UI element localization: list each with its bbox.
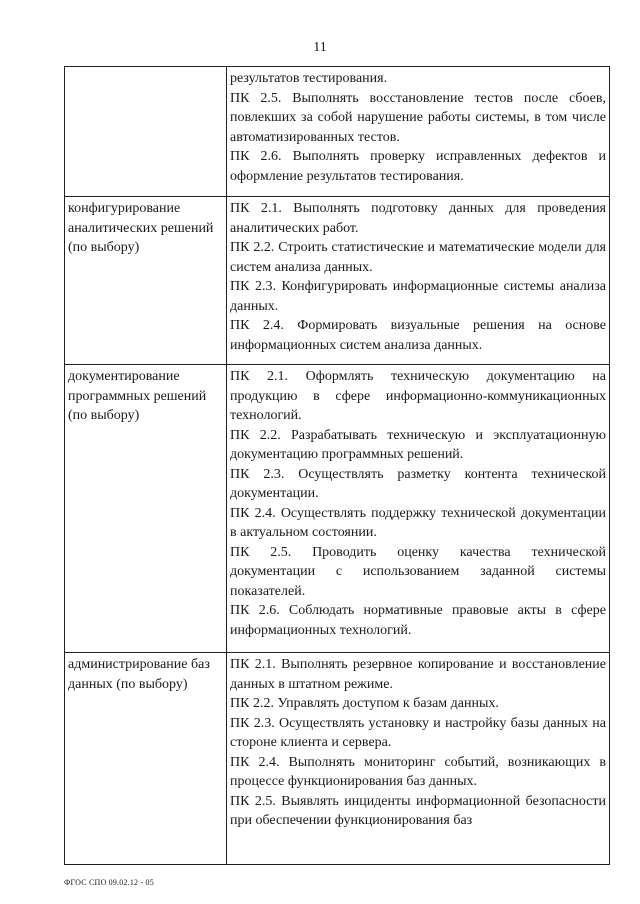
competence-item: ПК 2.4. Осуществлять поддержку технической документации в актуальном состоянии. xyxy=(230,505,606,540)
competence-cell xyxy=(227,197,610,365)
competence-item: ПК 2.5. Проводить оценку качества технической документации с использованием заданной системы показателей. xyxy=(230,544,606,599)
competence-item: ПК 2.6. Соблюдать нормативные правовые акты в сфере информационных технологий. xyxy=(230,603,606,638)
page-number: 11 xyxy=(313,40,327,55)
competence-item: ПК 2.3. Конфигурировать информационные системы анализа данных. xyxy=(230,279,606,314)
competence-item: ПК 2.1. Оформлять техническую документацию на продукцию в сфере информационно-коммуникационных технологий. xyxy=(230,369,606,423)
competence-cell xyxy=(227,365,610,653)
activity-cell: конфигурирование аналитических решений (по выбору) xyxy=(65,197,227,365)
activity-cell: администрирование баз данных (по выбору) xyxy=(65,653,227,865)
competence-item: ПК 2.4. Выполнять мониторинг событий, возникающих в процессе функционирования баз данных. xyxy=(230,754,606,789)
table-row xyxy=(65,365,610,653)
table-row xyxy=(65,197,610,365)
competence-item: ПК 2.5. Выявлять инциденты информационной безопасности при обеспечении функционирования баз xyxy=(230,793,606,828)
competence-item: ПК 2.2. Строить статистические и математические модели для систем анализа данных. xyxy=(230,240,606,275)
competence-cell xyxy=(227,653,610,865)
competence-item: ПК 2.3. Осуществлять разметку контента технической документации. xyxy=(230,466,606,501)
competence-item: ПК 2.2. Разрабатывать техническую и эксплуатационную документацию программных решений. xyxy=(230,427,606,462)
competence-item: ПК 2.5. Выполнять восстановление тестов после сбоев, повлекших за собой нарушение работы системы, в том числе автоматизированных тестов. xyxy=(230,90,606,145)
competence-cell xyxy=(227,67,610,197)
competence-table xyxy=(64,66,610,865)
competence-item: ПК 2.3. Осуществлять установку и настройку базы данных на стороне клиента и сервера. xyxy=(230,715,606,750)
competence-item: ПК 2.1. Выполнять подготовку данных для проведения аналитических работ. xyxy=(230,201,606,236)
activity-cell xyxy=(65,67,227,197)
table-row xyxy=(65,67,610,197)
competence-item: ПК 2.1. Выполнять резервное копирование и восстановление данных в штатном режиме. xyxy=(230,657,606,692)
competence-item: ПК 2.4. Формировать визуальные решения на основе информационных систем анализа данных. xyxy=(230,318,606,353)
table-row xyxy=(65,653,610,865)
activity-cell: документирование программных решений (по выбору) xyxy=(65,365,227,653)
competence-item: результатов тестирования. xyxy=(230,71,388,86)
competence-item: ПК 2.6. Выполнять проверку исправленных дефектов и оформление результатов тестирования. xyxy=(230,149,606,184)
footer-document-code: ФГОС СПО 09.02.12 - 05 xyxy=(64,878,154,887)
competence-item: ПК 2.2. Управлять доступом к базам данных. xyxy=(230,696,499,711)
